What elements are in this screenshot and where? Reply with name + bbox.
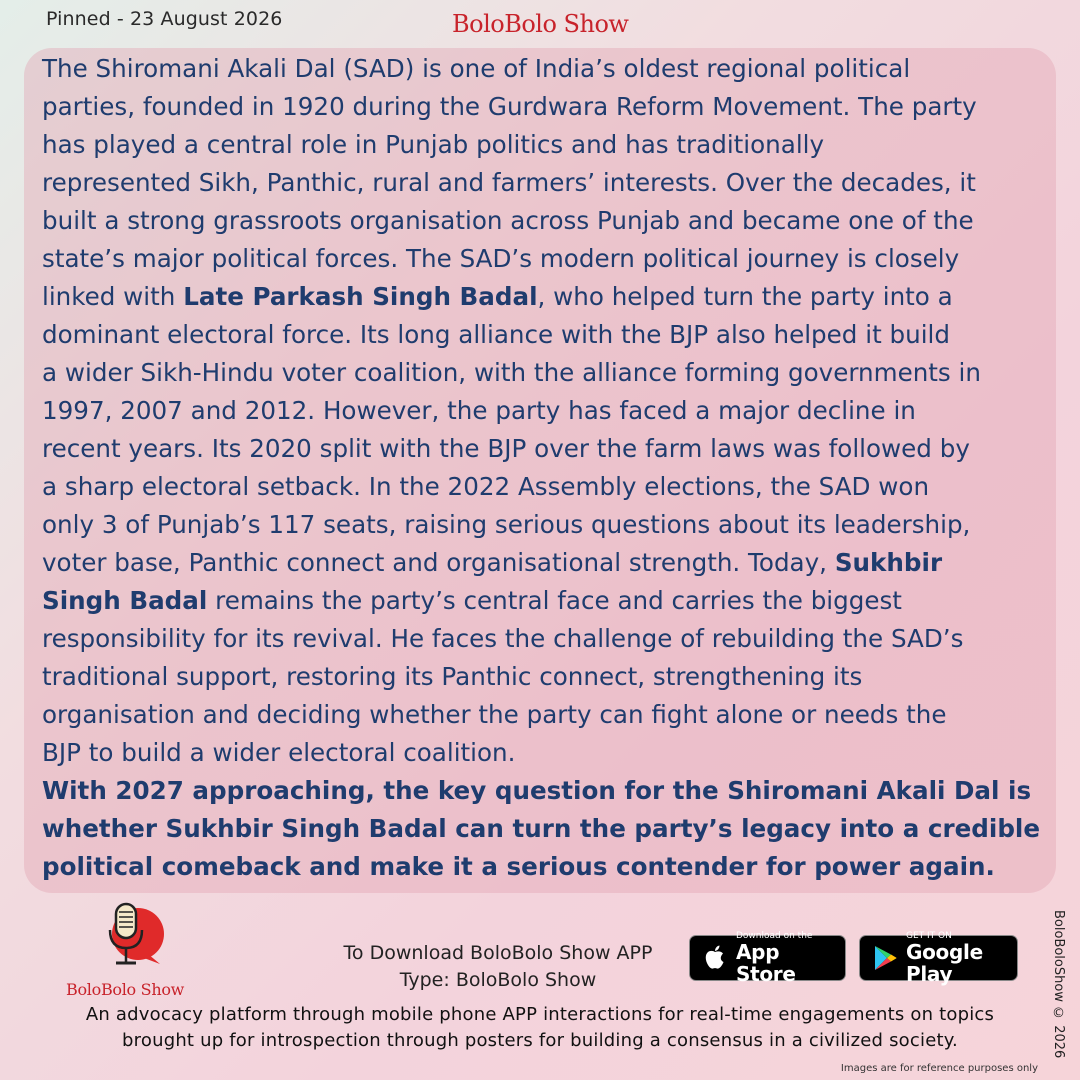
microphone-icon [94,898,166,978]
tagline [20,1002,1060,1054]
pinned-date: Pinned - 23 August 2026 [46,8,283,30]
download-type-line: Type: BoloBolo Show [399,969,597,991]
download-instructions [300,940,696,994]
brand-title: BoloBolo Show [452,10,629,38]
highlight-name: Late Parkash Singh Badal [183,282,538,311]
tagline-line: An advocacy platform through mobile phone APP interactions for real-time engagements on topics [85,1004,995,1025]
app-store-label: App Store [736,940,796,986]
highlight-name: Sukhbir Singh Badal [42,548,943,615]
tagline-line: brought up for introspection through posters for building a consensus in a civilized society. [122,1030,958,1051]
article-body [42,50,1042,886]
google-play-small-label: GET IT ON [906,931,952,941]
article-text: , who helped turn the party into a dominant electoral force. Its long alliance with the BJP also helped it build a wider Sikh-Hindu voter coalition, with the alliance forming governments in 1997, 2007 and 2012. However, the party has faced a major decline in recent years. Its 2020 split with the BJP over the farm laws was followed by a sharp electoral setback. In the 2022 Assembly elections, the SAD won only 3 of Punjab’s 117 seats, raising serious questions about its leadership, voter base, Panthic connect and organisational strength. Today, [42,282,981,577]
download-line: To Download BoloBolo Show APP [343,942,653,964]
apple-icon [702,944,728,972]
app-store-button[interactable] [689,931,846,986]
google-play-button[interactable] [859,931,1018,986]
app-store-small-label: Download on the [736,931,813,941]
article-text: remains the party’s central face and carries the biggest responsibility for its revival. He faces the challenge of rebuilding the SAD’s traditional support, restoring its Panthic connect, strengthening its organisation and deciding whether the party can fight alone or needs the BJP to build a wider electoral coalition. [42,586,964,767]
google-play-icon [872,944,898,972]
google-play-label: Google Play [906,940,983,986]
logo-brand: BoloBolo Show [66,980,185,999]
disclaimer: Images are for reference purposes only [840,1063,1038,1074]
article-text: The Shiromani Akali Dal (SAD) is one of India’s oldest regional political parties, founded in 1920 during the Gurdwara Reform Movement. The party has played a central role in Punjab politics and has traditionally represented Sikh, Panthic, rural and farmers’ interests. Over the decades, it built a strong grassroots organisation across Punjab and became one of the state’s major political forces. The SAD’s modern political journey is closely linked with [42,54,977,311]
closing-question: With 2027 approaching, the key question for the Shiromani Akali Dal is whether Sukhbir Singh Badal can turn the party’s legacy into a credible political comeback and make it a serious contender for power again. [42,776,1041,881]
copyright: BoloBoloShow © 2026 [1051,910,1066,1059]
